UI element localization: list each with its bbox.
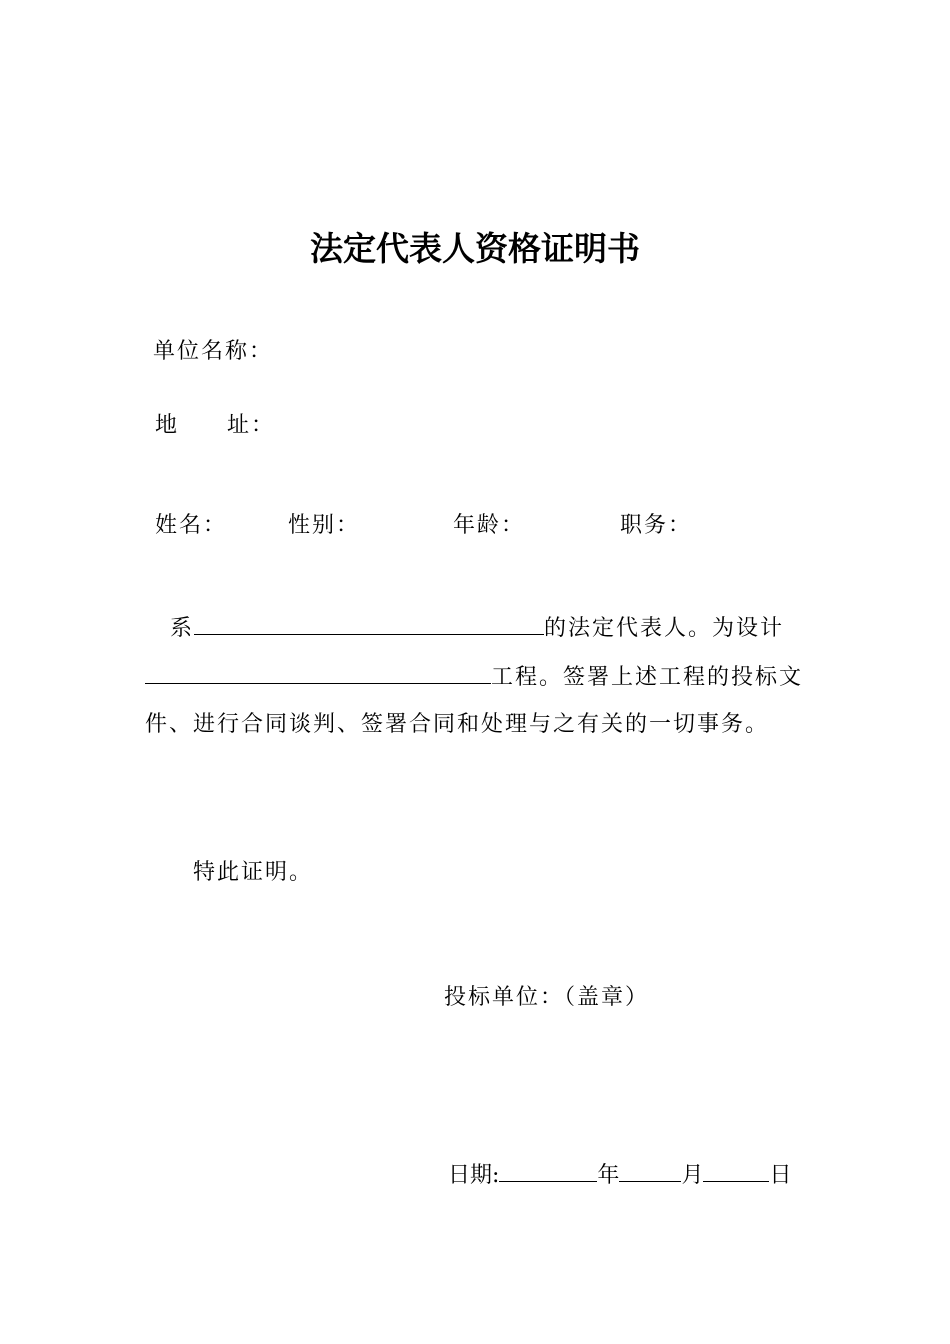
body-line-2-suffix: 工程。签署上述工程的投标文 (491, 665, 804, 690)
unit-name-label: 单位名称： (153, 339, 274, 364)
month-label: 月 (681, 1163, 704, 1188)
name-label: 姓名： (155, 513, 228, 538)
position-label: 职务： (620, 513, 693, 538)
bidder-seal-label: 投标单位：（盖章） (444, 985, 650, 1010)
age-label: 年龄： (453, 513, 526, 538)
date-line (448, 1161, 791, 1187)
year-blank-line (499, 1161, 597, 1182)
body-line-3: 件、进行合同谈判、签署合同和处理与之有关的一切事务。 (145, 712, 770, 737)
certify-text: 特此证明。 (193, 860, 314, 885)
month-blank-line (619, 1161, 681, 1182)
body-line-2 (145, 663, 803, 689)
body-line-1-suffix: 的法定代表人。为设计 (544, 616, 785, 641)
address-label: 地 址： (155, 413, 276, 438)
project-blank-line (145, 663, 491, 684)
gender-label: 性别： (288, 513, 361, 538)
unit-blank-line (194, 614, 544, 635)
date-label: 日期: (448, 1163, 500, 1188)
day-blank-line (703, 1161, 769, 1182)
year-label: 年 (597, 1163, 620, 1188)
body-line-1 (170, 614, 784, 640)
day-label: 日 (769, 1163, 792, 1188)
body-line-1-prefix: 系 (170, 616, 195, 641)
document-title: 法定代表人资格证明书 (310, 229, 640, 268)
